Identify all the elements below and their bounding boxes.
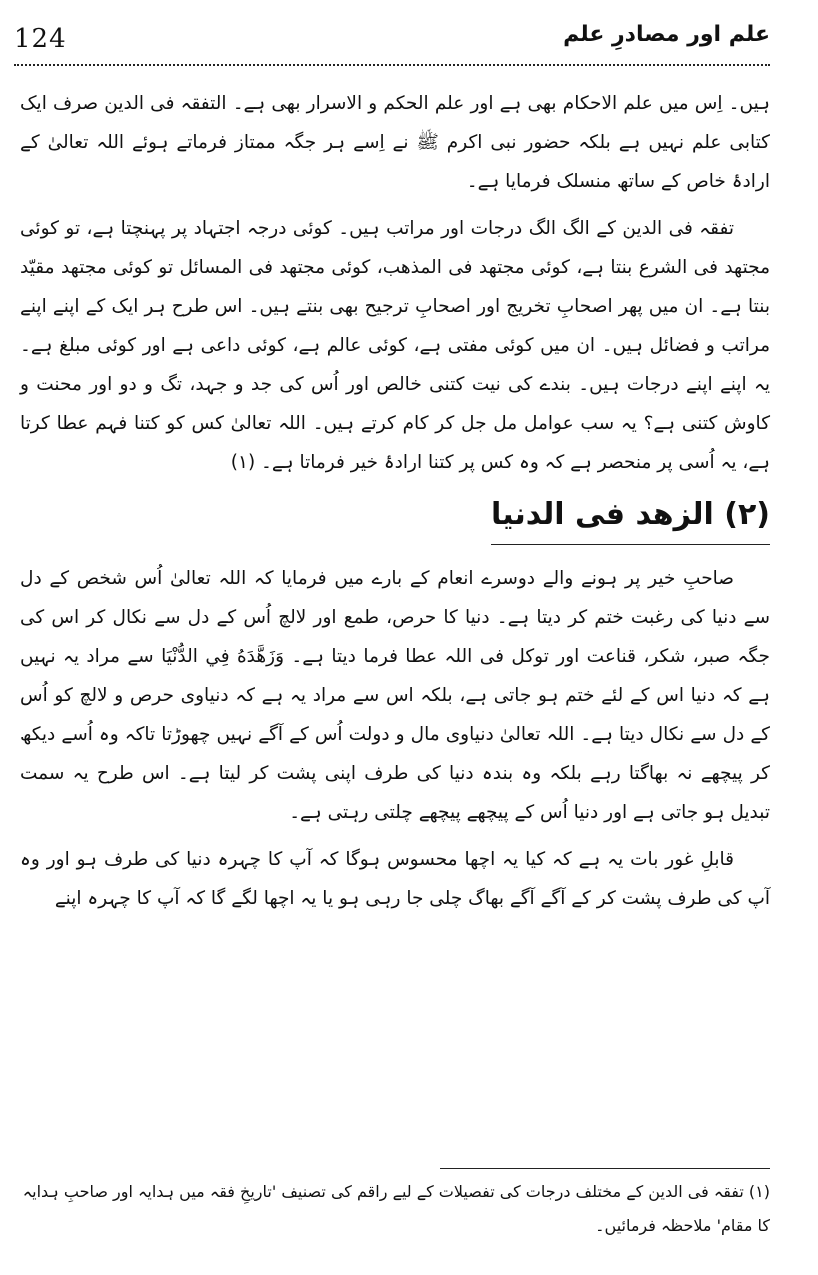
page-number: 124 [14,24,67,54]
footnote-divider [440,1168,770,1169]
running-title: علم اور مصادرِ علم [563,22,770,47]
footnotes [20,1168,770,1243]
paragraph-2: تفقہ فی الدین کے الگ الگ درجات اور مراتب ہیں۔ کوئی درجہ اجتہاد پر پہنچتا ہے، تو کوئی مجتھد فی الشرع بنتا ہے، کوئی مجتھد فی المذھب، کوئی مجتھد فی المسائل تو کوئی مجتھد مقیّد بنتا ہے۔ ان میں پھر اصحابِ تخریج اور اصحابِ ترجیح بھی بنتے ہیں۔ اس طرح ہر ایک کے اپنے اپنے مراتب و فضائل ہیں۔ ان میں کوئی مفتی ہے، کوئی عالم ہے، کوئی داعی ہے اور کوئی مبلغ ہے۔ یہ اپنے اپنے درجات ہیں۔ بندے کی نیت کتنی خالص اور اُس کی جد و جہد، تگ و دو اور محنت و کاوش کتنی ہے؟ یہ سب عوامل مل جل کر کام کرتے ہیں۔ اللہ تعالیٰ کس کو کتنا فہم عطا کرتا ہے، یہ اُسی پر منحصر ہے کہ وہ کس پر کتنا ارادۂ خیر فرماتا ہے۔ (۱) [20,218,770,473]
footnote-1: (۱) تفقہ فی الدین کے مختلف درجات کی تفصیلات کے لیے راقم کی تصنیف 'تاریخِ فقہ میں ہدایہ اور صاحبِ ہدایہ کا مقام' ملاحظہ فرمائیں۔ [22,1182,770,1235]
page-header [14,20,770,66]
paragraph-1: ہیں۔ اِس میں علم الاحکام بھی ہے اور علم الحکم و الاسرار بھی ہے۔ التفقہ فی الدین صرف ایک کتابی علم نہیں ہے بلکہ حضور نبی اکرم ﷺ نے اِسے ہر جگہ ممتاز فرماتے ہوئے اللہ تعالیٰ کے ارادۂ خاص کے ساتھ منسلک فرمایا ہے۔ [20,93,770,192]
section-paragraph-2: قابلِ غور بات یہ ہے کہ کیا یہ اچھا محسوس ہوگا کہ آپ کا چہرہ دنیا کی طرف ہو اور وہ آپ کی طرف پشت کر کے آگے آگے بھاگ چلی جا رہی ہو یا یہ اچھا لگے گا کہ آپ کا چہرہ اپنے [20,849,770,909]
section-heading: (۲) الزهد فی الدنیا [491,490,770,545]
page-body [20,84,770,926]
section-heading-wrap [20,490,770,545]
section-paragraph-1: صاحبِ خیر پر ہونے والے دوسرے انعام کے بارے میں فرمایا کہ اللہ تعالیٰ اُس شخص کے دل سے دنیا کی رغبت ختم کر دیتا ہے۔ دنیا کا حرص، طمع اور لالچ اُس کے دل سے نکال کر اس کی جگہ صبر، شکر، قناعت اور توکل فی اللہ عطا فرما دیتا ہے۔ وَزَهَّدَهُ فِي الدُّنْيَا سے مراد یہ نہیں ہے کہ دنیا اس کے لئے ختم ہو جاتی ہے، بلکہ اس سے مراد یہ ہے کہ دنیاوی حرص و لالچ کو اُس کے دل سے نکال دیتا ہے۔ اللہ تعالیٰ دنیاوی مال و دولت اُس کے آگے نہیں چھوڑتا تاکہ وہ اُسے دیکھ کر پیچھے نہ بھاگتا رہے بلکہ وہ بندہ دنیا کی طرف اپنی پشت کر لیتا ہے۔ اس طرح یہ سمت تبدیل ہو جاتی ہے اور دنیا اُس کے پیچھے پیچھے چلتی رہتی ہے۔ [20,568,770,823]
